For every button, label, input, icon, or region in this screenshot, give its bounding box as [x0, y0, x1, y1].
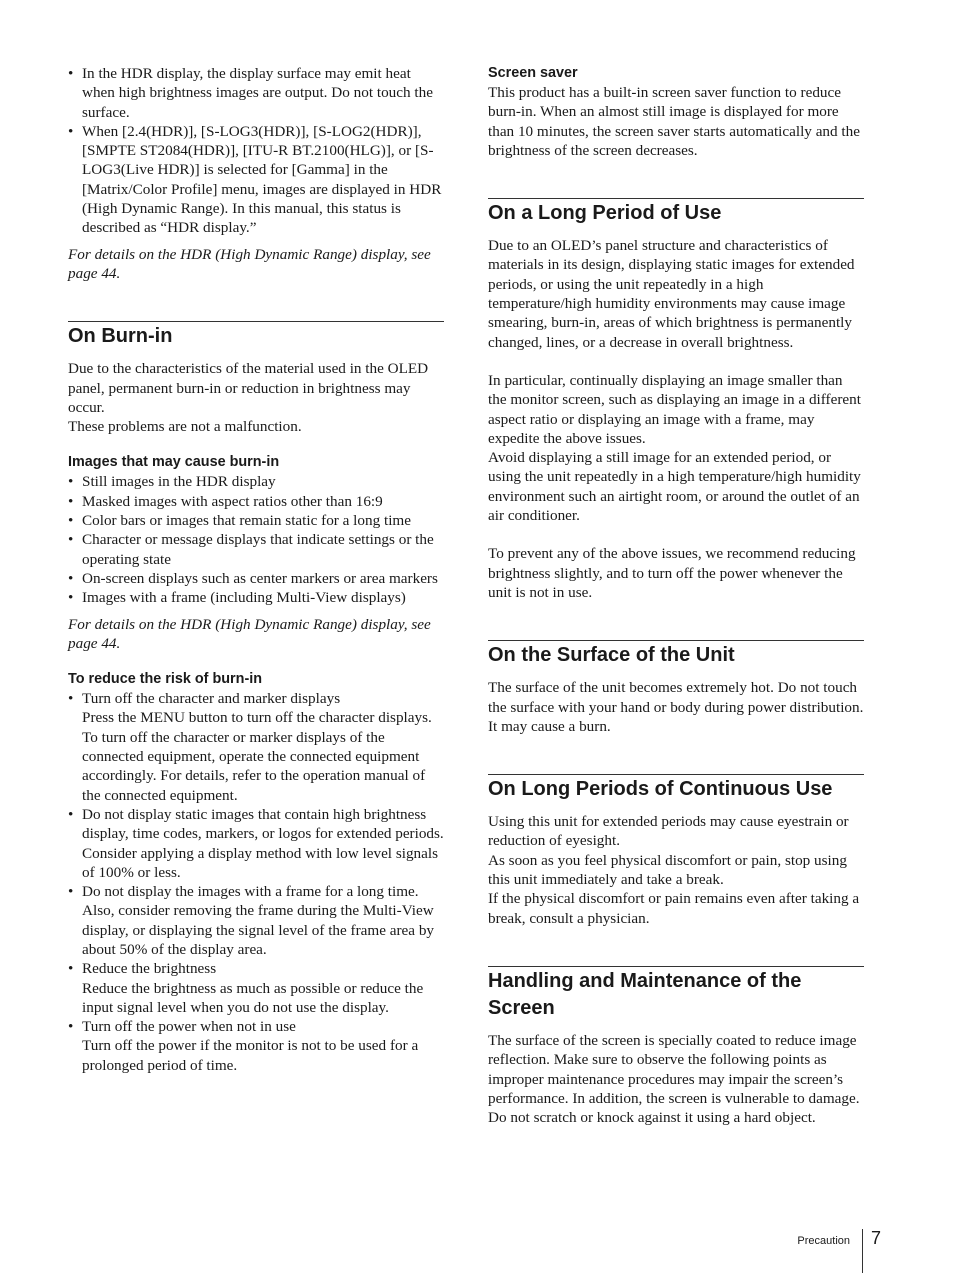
left-column — [68, 64, 444, 1075]
continuous-use-paragraph: Using this unit for extended periods may cause eyestrain or reduction of eyesight. — [488, 813, 849, 850]
burn-in-causes-list — [68, 472, 444, 607]
list-item-title: • Turn off the power when not in use — [82, 1018, 296, 1036]
list-item-title: • Do not display the images with a frame for a long time. Also, consider removing the frame during the Multi-View display, or displaying the signal level of the frame area by about 50% of the display area. — [82, 883, 435, 958]
long-period-paragraph: Due to an OLED’s panel structure and characteristics of materials in its design, displaying static images for extended periods, or using the unit repeatedly in a high temperature/high humidity environments may cause image smearing, burn-in, areas of which brightness is permanently changed, lines, or a decrease in overall brightness. — [488, 237, 855, 351]
reduce-burn-in-list — [68, 689, 444, 1075]
list-item-title: • Reduce the brightness — [82, 960, 217, 978]
subheading-burn-in-causes: Images that may cause burn-in — [68, 454, 280, 471]
list-item — [68, 959, 444, 1017]
handling-paragraph: The surface of the screen is specially coated to reduce image reflection. Make sure to observe the following points as improper maintenance procedures may impair the screen’s performance. In addition, the screen is vulnerable to damage. Do not scratch or knock against it using a hard object. — [488, 1031, 860, 1127]
right-column — [488, 64, 864, 1127]
list-item: • Masked images with aspect ratios other than 16:9 — [68, 492, 444, 511]
list-item — [68, 1017, 444, 1075]
burn-in-paragraph: Due to the characteristics of the material used in the OLED panel, permanent burn-in or reduction in brightness may occur. — [68, 360, 429, 416]
list-item-body: Turn off the power if the monitor is not to be used for a prolonged period of time. — [82, 1037, 419, 1074]
footer-section-label: Precaution — [797, 1235, 850, 1247]
page-number: 7 — [871, 1228, 882, 1248]
list-item — [68, 689, 444, 805]
screen-saver-paragraph: This product has a built-in screen saver function to reduce burn-in. When an almost still image is displayed for more than 10 minutes, the screen saver starts automatically and the brightness of the screen decreases. — [488, 84, 860, 159]
list-item: • Character or message displays that indicate settings or the operating state — [68, 530, 444, 569]
subheading-reduce-burn-in: To reduce the risk of burn-in — [68, 671, 263, 688]
list-item — [68, 882, 444, 959]
continuous-use-paragraph: As soon as you feel physical discomfort or pain, stop using this unit immediately and take a break. — [488, 851, 847, 889]
section-heading-handling: Handling and Maintenance of the Screen — [488, 966, 864, 1022]
section-heading-burn-in: On Burn-in — [68, 321, 444, 350]
hdr-bullet-list — [68, 64, 444, 238]
list-item: • On-screen displays such as center markers or area markers — [68, 569, 444, 588]
section-heading-surface: On the Surface of the Unit — [488, 640, 864, 669]
section-heading-long-period: On a Long Period of Use — [488, 198, 864, 227]
list-item-title: • Do not display static images that contain high brightness display, time codes, markers, or logos for extended periods. Consider applying a display method with low level signals of 100% or less. — [82, 805, 444, 881]
list-item-body: Press the MENU button to turn off the character displays. To turn off the character or marker displays of the connected equipment, operate the connected equipment accordingly. For details, refer to the operation manual of the connected equipment. — [82, 709, 432, 804]
footer-divider — [862, 1229, 863, 1273]
list-item: • In the HDR display, the display surface may emit heat when high brightness images are output. Do not touch the surface. — [68, 64, 444, 122]
burn-in-paragraph: These problems are not a malfunction. — [68, 418, 302, 436]
long-period-paragraph: Avoid displaying a still image for an extended period, or using the unit repeatedly in a high temperature/high humidity environment such an airtight room, or around the outlet of an air conditioner. — [488, 449, 861, 525]
long-period-paragraph: In particular, continually displaying an image smaller than the monitor screen, such as displaying an image in a different aspect ratio or displaying an image with a frame, may expedite the above issues. — [488, 371, 861, 447]
continuous-use-paragraph: If the physical discomfort or pain remains even after taking a break, consult a physician. — [488, 890, 860, 927]
hdr-reference-note: For details on the HDR (High Dynamic Range) display, see page 44. — [68, 245, 431, 282]
section-heading-continuous-use: On Long Periods of Continuous Use — [488, 774, 864, 803]
list-item-body: Reduce the brightness as much as possible or reduce the input signal level when you do not use the display. — [82, 979, 424, 1016]
surface-paragraph: The surface of the unit becomes extremely hot. Do not touch the surface with your hand or body during power distribution. It may cause a burn. — [488, 679, 864, 735]
list-item-title: • Turn off the character and marker displays — [82, 690, 341, 708]
list-item: • Color bars or images that remain static for a long time — [68, 511, 444, 530]
hdr-reference-note: For details on the HDR (High Dynamic Range) display, see page 44. — [68, 615, 431, 652]
list-item: • Images with a frame (including Multi-View displays) — [68, 588, 444, 607]
list-item — [68, 805, 444, 882]
list-item: • Still images in the HDR display — [68, 472, 444, 491]
long-period-paragraph: To prevent any of the above issues, we recommend reducing brightness slightly, and to turn off the power whenever the unit is not in use. — [488, 545, 856, 601]
subheading-screen-saver: Screen saver — [488, 65, 578, 81]
list-item: • When [2.4(HDR)], [S-LOG3(HDR)], [S-LOG2(HDR)], [SMPTE ST2084(HDR)], [ITU-R BT.2100(HLG)], or [S-LOG3(Live HDR)] is selected for [Gamma] in the [Matrix/Color Profile] menu, images are displayed in HDR (High Dynamic Range). In this manual, this status is described as “HDR display.” — [68, 122, 444, 238]
